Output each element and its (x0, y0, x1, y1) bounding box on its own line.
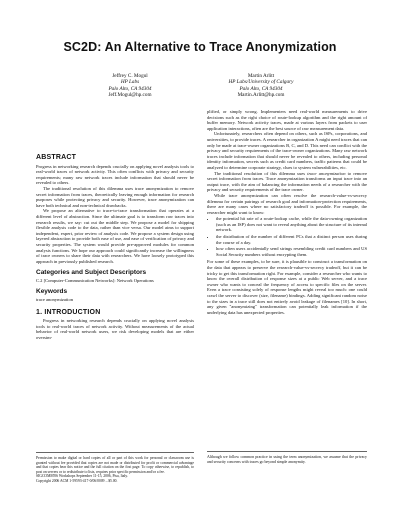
author-location: Palo Alto, CA 94304 (108, 85, 152, 92)
text-run: The traditional resolution of this dilemma uses (214, 170, 308, 176)
list-item: • how often users accidentally send strings resembling credit card numbers and US Social Security numbers without encrypting them. (216, 246, 367, 257)
categories-text: C.2 [Computer-Communication Networks]: Network Operations (36, 277, 154, 283)
intro-paragraph: Progress in networking research depends crucially on applying novel analysis tools to real-world traces of network activity. Without measurements of the actual behavior of real-world network users, we risk developing models that are either oversim- (36, 318, 194, 341)
author-2 (201, 73, 321, 98)
abstract-paragraph: Progress in networking research depends crucially on applying novel analysis tools to real-world traces of network activity. This often conflicts with privacy and security requirements; many raw network traces include information that should never be revealed to others. (36, 163, 194, 186)
keywords-text: trace anonymization (36, 297, 73, 303)
right-column (207, 109, 367, 315)
author-affiliation: HP Labs (120, 79, 140, 86)
body-paragraph: Unfortunately, researchers often depend on others, such as ISPs, corporations, and universities, to provide traces. A researcher in organization A might need traces that can only be made at trace-owner organizations B, C, and D. This need can conflict with the privacy and security requirements of the trace-owner organizations. Many raw network traces include information that should never be revealed to others, including personal identity information, secrets such as credit card numbers, traffic patterns that could be analyzed to determine corporate strategy, clues to system vulnerabilities, etc. (207, 131, 367, 170)
list-item: • the distribution of the number of different PCs that a distinct person uses during the course of a day. (216, 234, 367, 245)
copyright-notice (36, 452, 194, 483)
footnote-text: Although we follow common practice in using the term anonymization, we assume that the privacy and security concerns with traces go beyond simple anonymity. (207, 455, 367, 464)
author-email[interactable]: Jeff.Mogul@hp.com (108, 91, 152, 98)
bullet-list (207, 216, 367, 257)
categories-heading: Categories and Subject Descriptors (36, 269, 147, 277)
author-affiliation: HP Labs/University of Calgary (228, 79, 294, 86)
author-name: Jeffrey C. Mogul (112, 73, 148, 79)
author-1 (70, 73, 190, 98)
left-column (36, 155, 194, 341)
body-paragraph (207, 171, 367, 193)
keywords-heading: Keywords (36, 288, 68, 296)
copyright-line: Copyright 2006 ACM 1-59593-417-0/06/0009 ...$5.00. (36, 478, 118, 483)
body-paragraph: For some of these examples, to be sure, it is plausible to construct a transformation on the data that appears to preserve the research-value-vs-secrecy tradeoff, but it can be tricky to get this transformation right. For example, consider a researcher who wants to know the overall distribution of response sizes at a public Web server, and a trace owner who wants to conceal the frequency of access to specific files on the server. Even a trace consisting solely of response lengths might reveal too much: one could crawl the server to discover (size, filename) bindings. Adding significant random noise to the sizes in a trace still does not entirely avoid leakage of filenames [10]. In short, any given "anonymizing" transformation can potentially leak information if the underlying data has unexpected properties. (207, 259, 367, 315)
abstract-paragraph: The traditional resolution of this dilemma uses trace anonymization to remove secret information from traces, theoretically leaving enough information for research purposes while protecting privacy and security. However, trace anonymization can have both technical and non-technical drawbacks. (36, 185, 194, 208)
body-paragraph: While trace anonymization can often resolve the research-value-vs-secrecy dilemma for certain pairings of research goal and information-protection requirements, there are many cases where no satisfactory tradeoff is possible. For example, the researcher might want to know: (207, 192, 367, 215)
permission-text: Permission to make digital or hard copies of all or part of this work for personal or classroom use is granted without fee provided that copies are not made or distributed for profit or commercial advantage and that copies bear this notice and the full citation on the first page. To copy otherwise, to republish, to post on servers or to redistribute to lists, requires prior specific permission and/or a fee. (36, 456, 194, 474)
introduction-heading: 1. INTRODUCTION (36, 308, 101, 316)
abstract-heading: ABSTRACT (36, 154, 77, 161)
text-run: to remove secret information from traces. Trace anonymization transforms an input trace into an output trace, with the aim of balancing the information needs of a researcher with the privacy and security requirements of the trace owner. (207, 170, 368, 193)
footnote (207, 451, 367, 464)
emphasis-text: trace anonymization (307, 170, 346, 176)
abstract-paragraph: We propose an alternative to trace-to-trace transformation that operates at a different level of abstraction. Since the ultimate goal is to transform raw traces into research results, we say: cut out the middle step. We propose a model for shipping flexible analysis code to the data, rather than vice versa. Our model aims to support independent, expert, prior review of analysis code. We propose a system design using layered abstraction to provide both ease of use, and ease of verification of privacy and security properties. The system would provide pre-approved modules for common analysis functions. We hope our approach could significantly increase the willingness of trace owners to share their data with researchers. We have loosely prototyped this approach in previously published research. (36, 208, 194, 264)
paper-title: SC2D: An Alternative to Trace Anonymization (63, 40, 337, 54)
body-paragraph: plified, or simply wrong. Implementers need real-world measurements to drive decisions such as the right choice of route-lookup algorithm and the right amount of buffer memory. Network activity traces, made at various layers from packets to user application interactions, often are the best source of raw measurement data. (207, 109, 367, 131)
venue-text: SIGCOMM'06 Workshops September 11-15, 2006, Pisa, Italy. (36, 474, 128, 478)
author-email[interactable]: Martin.Arlitt@hp.com (237, 91, 285, 98)
author-name: Martin Arlitt (247, 73, 275, 79)
list-item: • the potential hit rate of a route-lookup cache, while the data-owning organization (such as an ISP) does not want to reveal anything about the structure of its internal network. (216, 216, 367, 233)
author-location: Palo Alto, CA 94304 (239, 85, 283, 92)
